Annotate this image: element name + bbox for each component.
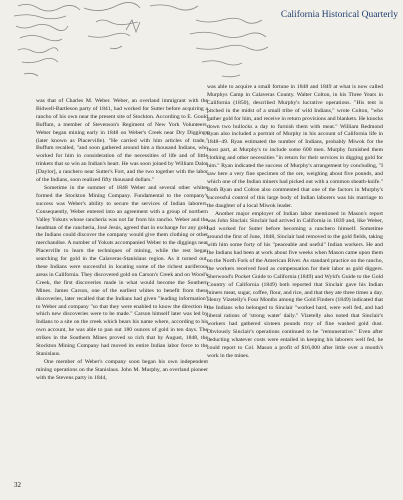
text-column-right — [207, 84, 383, 361]
journal-title: California Historical Quarterly — [280, 10, 398, 20]
paragraph: Sometime in the summer of 1848 Weber and several other whites formed the Stockton Mining Company. Fundamental to the company's success was Weber's ability to secure the services of Indian laborers. Consequently, Weber entered into an agreement with a group of northern Valley Yokuts whose rancheria was not far from his rancho. Weber and the headman of the rancheria, José Jesús, agreed that in exchange for any gold the Indians could discover the company would give them clothing or other merchandise. A number of Yokuts accompanied Weber to the diggings near Placerville to learn the techniques of mining, while the rest began searching for gold in the Calaveras-Stanislaus region. As it turned out, these Indians were successful in locating some of the richest auriferous areas in California. They discovered gold on Carson's Creek and on Wood's Creek, the first discoveries made in what would become the Southern Mines. James Carson, one of the earliest whites to benefit from these discoveries, later recalled that the Indians had given "leading information" to Weber and company "so that they were enabled to know the direction in which new discoveries were to be made." Carson himself later was led by Indians to a site on the creek which bears his name where, according to his own account, he was able to pan out 180 ounces of gold in ten days. The strikes in the Southern Mines proved so rich that by August, 1848, the Stockton Mining Company had moved its entire Indian labor force to the Stanislaus. — [36, 184, 208, 357]
text-column-left — [36, 98, 208, 383]
paragraph: was able to acquire a small fortune in 1848 and 1849 at what is now called Murphys Camp in Calaveras County. Walter Colton, in his Three Years in California (1850), described Murphy's lucrative operations. "His tent is pitched in the midst of a small tribe of wild Indians," wrote Colton, "who gather gold for him, and receive in return provisions and blankets. He knocks down two bullocks a day to furnish them with meat." William Redmond Ryan also included a portrait of Murphy in his account of California life in 1848–49. Ryan estimated the number of Indians, probably Miwok for the most part, at Murphy's to include some 600 men. Murphy furnished them clothing and other necessities "in return for their services in digging gold for him." Ryan indicated the success of Murphy's arrangement by concluding, "I saw here a very fine specimen of the ore, weighing about five pounds, and which one of the Indian miners had picked out with a common sheath-knife." Both Ryan and Colton also commented that one of the factors in Murphy's successful control of this large body of Indian laborers was his marriage to the daughter of a local Miwok leader. — [207, 84, 383, 209]
paragraph: One member of Weber's company soon began his own independent mining operations on the Stanislaus. John M. Murphy, an overland pioneer with the Stevens party in 1844, — [36, 358, 208, 381]
paragraph: was that of Charles M. Weber. Weber, an overland immigrant with the Bidwell-Bartleson party of 1841, had worked for Sutter before acquiring a rancho of his own near the present site of Stockton. According to E. Gould Buffum, a member of Stevenson's Regiment of New York Volunteers, Weber began mining early in 1848 on Weber's Creek near Dry Diggings (later known as Placerville). "He carried with him articles of trade," Buffum recalled, "and soon gathered around him a thousand Indians, who worked for him in consideration of the necessities of life and of little trinkets that so win an Indian's heart. He was soon joined by William Dalor [Daylor], a ranchero near Sutter's Fort, and the two together with the labor of the Indians, soon realized fifty thousand dollars." — [36, 98, 208, 184]
paragraph: Another major employer of Indian labor mentioned in Mason's report was John Sinclair. Sinclair had arrived in California in 1839 and, like Weber, had worked for Sutter before becoming a ranchero himself. Sometime around the first of June, 1848, Sinclair had removed to the gold fields, taking with him some forty of his "peaceable and useful" Indian workers. He and the Indians had been at work about five weeks when Mason came upon them on the North Fork of the American River. As standard practice on the rancho, the workers received food as compensation for their labor as gold diggers. Sherwood's Pocket Guide to California (1849) and Wyld's Guide to the Gold Country of California (1849) both reported that Sinclair gave his Indian miners meat, sugar, coffee, flour, and rice, and that they ate three times a day. Henry Vizetelly's Four Months among the Gold Finders (1849) indicated that the Indians who belonged to Sinclair "worked hard, were well fed, and had liberal rations of 'strong water' daily." Vizetelly also noted that Sinclair's workers had gathered sixteen pounds troy of fine washed gold dust. Obviously Sinclair's operations continued to be "remunerative." Even after deducting whatever costs were entailed in keeping his laborers well fed, he could report to Col. Mason a profit of $16,000 after little over a month's work in the mines. — [207, 210, 383, 359]
page-number: 32 — [14, 481, 21, 489]
